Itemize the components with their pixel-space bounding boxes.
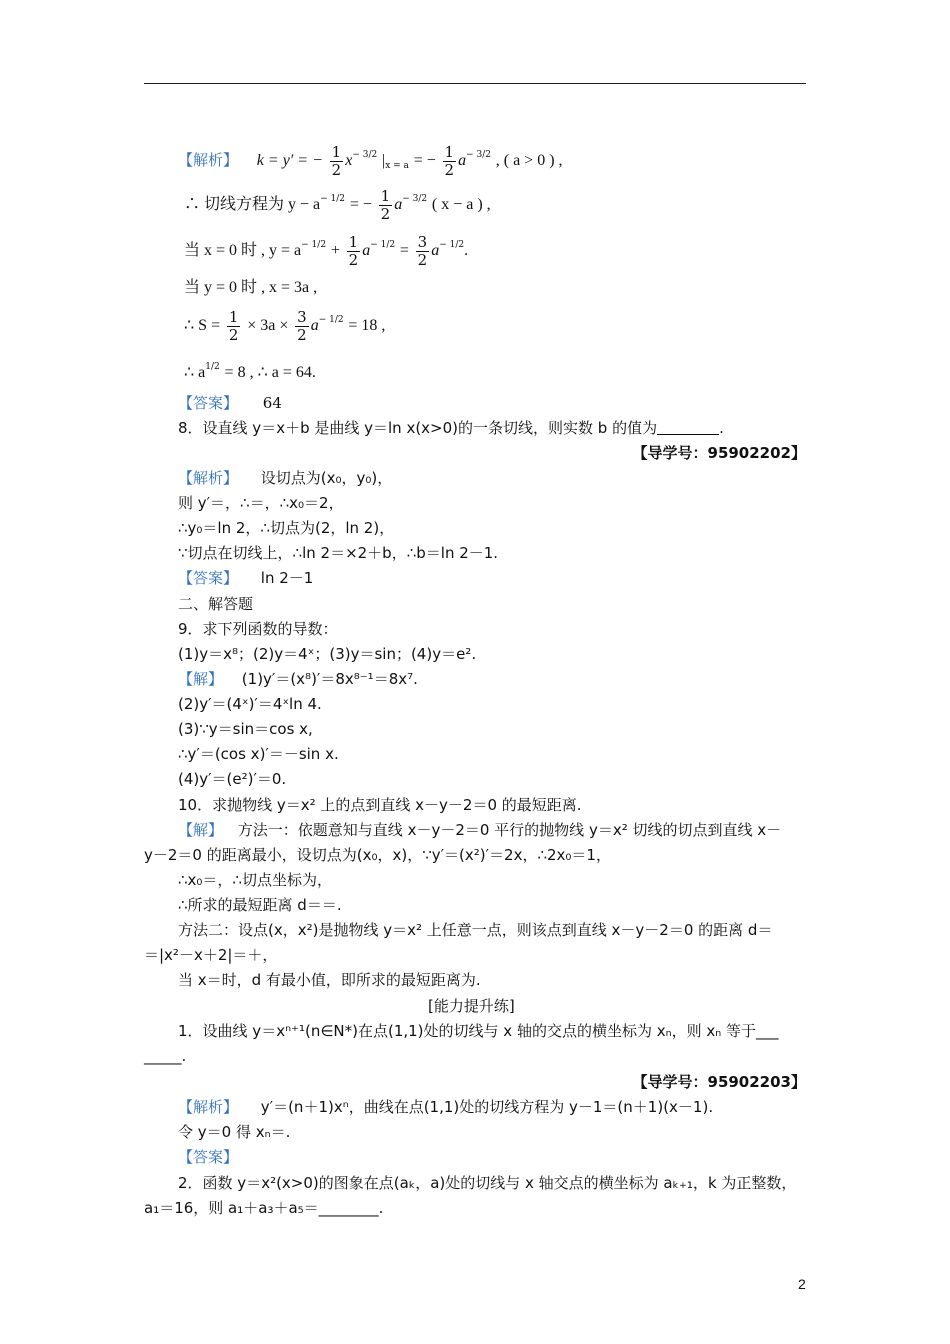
q8-stem: 8．设直线 y＝x＋b 是曲线 y＝ln x(x>0)的一条切线，则实数 b 的值为 . — [178, 419, 724, 437]
q7-frac-1: $\frac{1}{2}$ — [331, 142, 342, 179]
section-title: 二、解答题 — [178, 595, 254, 613]
q9-parts: (1)y＝x⁸；(2)y＝4ˣ；(3)y＝sin；(4)y＝e². — [178, 645, 477, 663]
answer-blank — [657, 420, 719, 435]
p1-stem-b: _____. — [144, 1047, 187, 1065]
p2-stem-a: 2．函数 y＝x²(x>0)的图象在点(aₖ，a)处的切线与 x 轴交点的横坐标为 aₖ₊₁，k 为正整数， — [178, 1174, 797, 1192]
q7-answer: 【答案】 64 — [178, 394, 282, 412]
page-number: 2 — [798, 1276, 806, 1292]
q8-s3: ∴y₀＝ln 2，∴切点为(2，ln 2)， — [178, 519, 395, 537]
q9-a1: 【解】 (1)y′＝(x⁸)′＝8x⁸⁻¹＝8x⁷. — [178, 670, 418, 688]
q10-m1d: ∴所求的最短距离 d＝＝. — [178, 896, 342, 914]
q7-line-1: 【解析】 k = y′ = − $\frac{1}{2}$ $x^{- 3/2}$ $|_{x = a}$ = − $\frac{1}{2}$ $a^{- 3/2}$ , ( a > 0 ) , — [178, 142, 563, 179]
q8-answer: 【答案】 ln 2－1 — [178, 569, 314, 587]
p1-stem-a: 1．设曲线 y＝xⁿ⁺¹(n∈N*)在点(1,1)处的切线与 x 轴的交点的横坐标为 xₙ，则 xₙ 等于___ — [178, 1022, 779, 1040]
q10-m1a: 【解】 方法一：依题意知与直线 x－y－2＝0 平行的抛物线 y＝x² 切线的切点到直线 x－ — [178, 821, 782, 839]
q9-a5: (4)y′＝(e²)′＝0. — [178, 770, 287, 788]
q9-a3: (3)∵y＝sin＝cos x, — [178, 720, 313, 738]
q9-stem: 9．求下列函数的导数： — [178, 620, 338, 638]
q8-solution: 【解析】 设切点为(x₀，y₀)， — [178, 469, 393, 487]
q7-line-4: 当 y = 0 时 , x = 3a , — [184, 279, 318, 296]
q8-s4: ∵切点在切线上，∴ln 2＝×2＋b，∴b＝ln 2－1. — [178, 544, 499, 562]
q10-m2a: 方法二：设点(x，x²)是抛物线 y＝x² 上任意一点，则该点到直线 x－y－2＝0 的距离 d＝ — [178, 921, 773, 939]
p2-stem-b: a₁＝16，则 a₁＋a₃＋a₅＝________. — [144, 1199, 384, 1217]
advance-heading: [能力提升练] — [428, 997, 515, 1015]
q9-a4: ∴y′＝(cos x)′＝－sin x. — [178, 745, 339, 763]
q7-line-5: ∴ S = $\frac{1}{2}$ × 3a × $\frac{3}{2}$ $a^{- 1/2} = 18$ , — [184, 307, 386, 344]
p1-s2: 令 y＝0 得 xₙ＝. — [178, 1123, 291, 1141]
q7-line-2: ∴ 切线方程为 $y - a^{- 1/2}$ = − $\frac{1}{2}$ $a^{- 3/2}$ ( x − a ) , — [184, 186, 491, 223]
jiexi-label: 【解析】 — [178, 151, 239, 169]
q7-k-derivative: k = y′ = − — [256, 152, 323, 169]
q9-a2: (2)y′＝(4ˣ)′＝4ˣln 4. — [178, 695, 322, 713]
p1-answer: 【答案】 — [178, 1148, 239, 1166]
q10-m1c: ∴x₀＝，∴切点坐标为， — [178, 871, 332, 889]
q10-m1b: y－2＝0 的距离最小，设切点为(x₀，x)，∵y′＝(x²)′＝2x，∴2x₀＝1， — [144, 846, 611, 864]
p1-s1: 【解析】 y′＝(n＋1)xⁿ，曲线在点(1,1)处的切线方程为 y－1＝(n＋1)(x－1). — [178, 1098, 714, 1116]
q8-code: 【导学号：95902202】 — [632, 444, 806, 462]
q8-s2: 则 y′＝，∴＝，∴x₀＝2， — [178, 494, 344, 512]
q10-m2c: 当 x＝时，d 有最小值，即所求的最短距离为. — [178, 971, 481, 989]
daan-label: 【答案】 — [178, 394, 239, 412]
q10-stem: 10．求抛物线 y＝x² 上的点到直线 x－y－2＝0 的最短距离. — [178, 796, 582, 814]
header-rule — [144, 83, 806, 84]
q7-line-3: 当 x = 0 时 , $y = a^{- 1/2}$ + $\frac{1}{2}$ $a^{- 1/2}$ = $\frac{3}{2}$ $a^{- 1/2}$. — [184, 232, 469, 269]
q10-m2b: ＝|x²－x＋2|＝＋， — [144, 946, 278, 964]
p1-code: 【导学号：95902203】 — [632, 1073, 806, 1091]
q7-line-6: ∴ $a^{1/2} = 8$ , ∴ a = 64. — [184, 362, 316, 381]
